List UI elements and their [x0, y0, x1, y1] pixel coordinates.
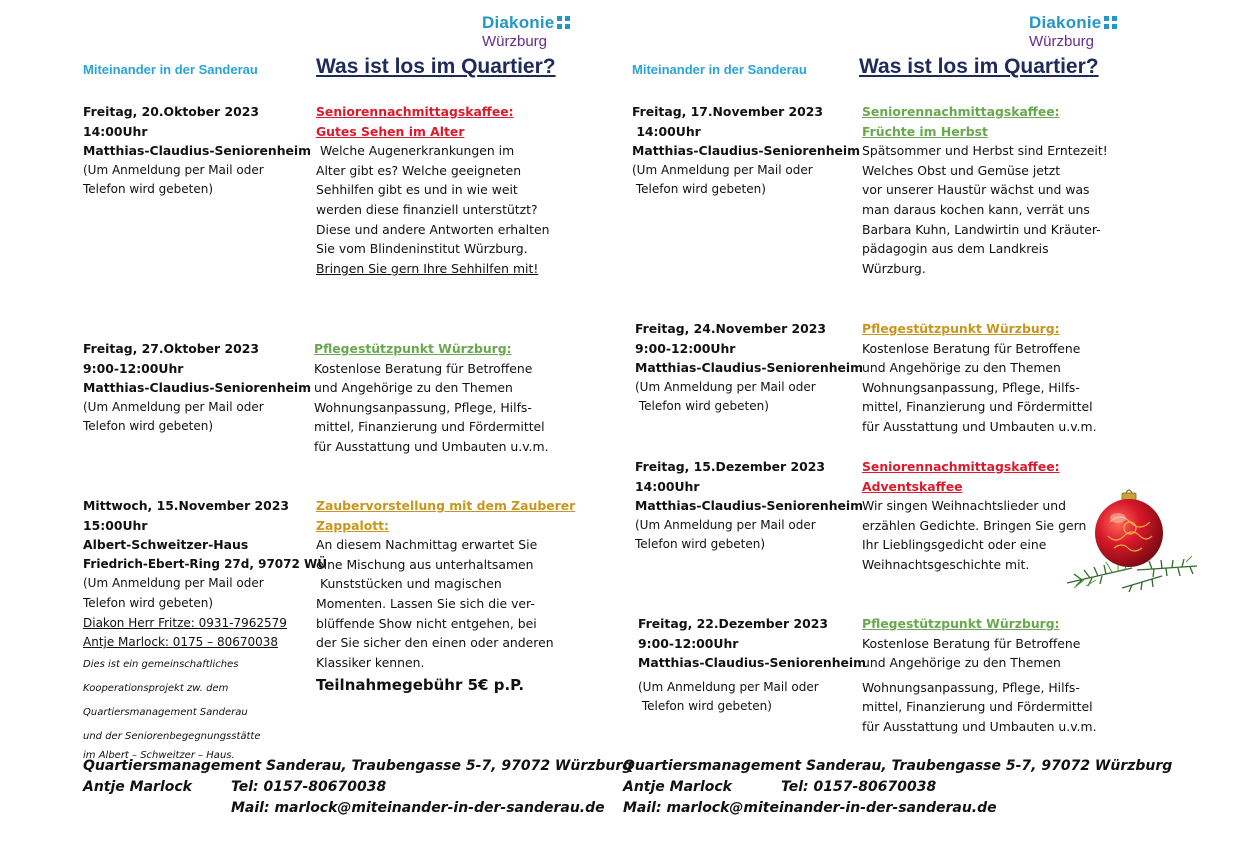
- tagline: Miteinander in der Sanderau: [83, 62, 258, 77]
- event-place: Matthias-Claudius-Seniorenheim: [635, 498, 864, 514]
- event-description: [862, 319, 1132, 437]
- event-time: 9:00-12:00Uhr: [83, 360, 184, 376]
- footer-tel: Tel: 0157-80670038: [781, 779, 937, 795]
- event-title: Pflegestützpunkt Würzburg:: [314, 341, 512, 356]
- event-date: Freitag, 20.Oktober 2023: [83, 104, 259, 119]
- diakonie-cross-icon: [1104, 16, 1117, 29]
- event-desc-line: Welches Obst und Gemüse jetzt: [862, 162, 1061, 178]
- diakonie-logo: [1029, 13, 1117, 50]
- event-time: 14:00Uhr: [632, 123, 701, 139]
- footer-right: [623, 756, 1172, 819]
- event-desc-line: Diese und andere Antworten erhalten: [316, 221, 550, 237]
- footer-address: Quartiersmanagement Sanderau, Traubengasse 5-7, 97072 Würzburg: [83, 758, 633, 774]
- event-desc-line: Wohnungsanpassung, Pflege, Hilfs-: [314, 399, 532, 415]
- event-desc-line: Würzburg.: [862, 260, 926, 276]
- event-desc-line: Kunststücken und magischen: [316, 576, 502, 592]
- event-date-block: [638, 614, 866, 717]
- event-desc-line: blüffende Show nicht entgehen, bei: [316, 615, 537, 631]
- event-date-block: [635, 457, 863, 555]
- event-title: Früchte im Herbst: [862, 123, 988, 139]
- event-note: (Um Anmeldung per Mail oder: [83, 576, 264, 591]
- event-address: Friedrich-Ebert-Ring 27d, 97072 WÜ: [83, 556, 328, 571]
- event-desc-line: Kostenlose Beratung für Betroffene: [862, 340, 1081, 356]
- event-date: Freitag, 27.Oktober 2023: [83, 341, 259, 356]
- footer-left: [83, 756, 632, 819]
- christmas-bauble-icon: [1062, 488, 1202, 596]
- event-desc-line: der Sie sicher den einen oder anderen: [316, 635, 554, 651]
- event-desc-line: und Angehörige zu den Themen: [862, 655, 1061, 671]
- contact-line: Diakon Herr Fritze: 0931-7962579: [83, 615, 287, 630]
- logo-name: Diakonie: [1029, 13, 1102, 32]
- coop-note: im Albert – Schweitzer – Haus.: [83, 749, 235, 761]
- event-title: Gutes Sehen im Alter: [316, 123, 465, 139]
- event-place: Matthias-Claudius-Seniorenheim: [635, 360, 864, 376]
- event-title: Zappalott:: [316, 517, 390, 533]
- event-title: Seniorennachmittagskaffee:: [862, 104, 1060, 119]
- event-note: Telefon wird gebeten): [83, 419, 214, 434]
- event-desc-line: Sehhilfen gibt es und in wie weit: [316, 182, 518, 198]
- event-desc-line: für Ausstattung und Umbauten u.v.m.: [314, 438, 549, 454]
- event-desc-line: Kostenlose Beratung für Betroffene: [862, 635, 1081, 651]
- diakonie-logo: [482, 13, 570, 50]
- event-desc-line: vor unserer Haustür wächst und was: [862, 182, 1090, 198]
- event-place: Albert-Schweitzer-Haus: [83, 537, 249, 553]
- event-desc-line: mittel, Finanzierung und Fördermittel: [862, 699, 1093, 715]
- event-title: Pflegestützpunkt Würzburg:: [862, 321, 1060, 336]
- event-description: [862, 614, 1132, 737]
- footer-name: Antje Marlock: [83, 779, 192, 795]
- event-desc-line: Sie vom Blindeninstitut Würzburg.: [316, 241, 528, 257]
- diakonie-cross-icon: [557, 16, 570, 29]
- event-note: Telefon wird gebeten): [635, 537, 766, 552]
- event-desc-line: und Angehörige zu den Themen: [314, 380, 513, 396]
- event-time: 9:00-12:00Uhr: [635, 340, 736, 356]
- footer-address: Quartiersmanagement Sanderau, Traubengasse 5-7, 97072 Würzburg: [623, 758, 1173, 774]
- event-date-block: [635, 319, 863, 417]
- event-desc-line: eine Mischung aus unterhaltsamen: [316, 556, 534, 572]
- event-description: [862, 102, 1132, 278]
- event-note: (Um Anmeldung per Mail oder: [632, 162, 813, 177]
- event-place: Matthias-Claudius-Seniorenheim: [83, 143, 312, 159]
- logo-city: Würzburg: [482, 33, 548, 50]
- coop-note: Quartiersmanagement Sanderau: [83, 706, 248, 718]
- event-desc-line: man daraus kochen kann, verrät uns: [862, 201, 1090, 217]
- event-note: (Um Anmeldung per Mail oder: [83, 399, 264, 414]
- event-desc-line: für Ausstattung und Umbauten u.v.m.: [862, 418, 1097, 434]
- footer-name: Antje Marlock: [623, 779, 732, 795]
- event-desc-line: Spätsommer und Herbst sind Erntezeit!: [862, 143, 1108, 159]
- event-desc-line: mittel, Finanzierung und Fördermittel: [862, 399, 1093, 415]
- event-note: Telefon wird gebeten): [83, 595, 214, 610]
- event-desc-line: für Ausstattung und Umbauten u.v.m.: [862, 718, 1097, 734]
- event-date-block: [632, 102, 860, 200]
- event-time: 14:00Uhr: [83, 123, 148, 139]
- event-place: Matthias-Claudius-Seniorenheim: [638, 655, 867, 671]
- event-note: Telefon wird gebeten): [638, 699, 772, 714]
- event-place: Matthias-Claudius-Seniorenheim: [83, 380, 312, 396]
- event-desc-line: An diesem Nachmittag erwartet Sie: [316, 537, 538, 553]
- event-description: [316, 102, 596, 278]
- event-date-block: [83, 496, 327, 763]
- event-desc-line: Barbara Kuhn, Landwirtin und Kräuter-: [862, 221, 1101, 237]
- logo-name: Diakonie: [482, 13, 555, 32]
- footer-tel: Tel: 0157-80670038: [231, 779, 387, 795]
- event-desc-line: und Angehörige zu den Themen: [862, 360, 1061, 376]
- event-date-block: [83, 339, 311, 437]
- event-description: [316, 496, 596, 696]
- event-title: Zaubervorstellung mit dem Zauberer: [316, 498, 576, 513]
- event-date: Mittwoch, 15.November 2023: [83, 498, 289, 513]
- event-date: Freitag, 15.Dezember 2023: [635, 459, 825, 474]
- contact-line: Antje Marlock: 0175 – 80670038: [83, 635, 279, 650]
- event-time: 15:00Uhr: [83, 517, 148, 533]
- event-note: (Um Anmeldung per Mail oder: [635, 517, 816, 532]
- event-note: (Um Anmeldung per Mail oder: [635, 379, 816, 394]
- event-desc-line: Wir singen Weihnachtslieder und: [862, 498, 1066, 514]
- tagline: Miteinander in der Sanderau: [632, 62, 807, 77]
- event-desc-line: Ihr Lieblingsgedicht oder eine: [862, 537, 1047, 553]
- event-desc-emphasis: Bringen Sie gern Ihre Sehhilfen mit!: [316, 260, 539, 276]
- event-title: Pflegestützpunkt Würzburg:: [862, 616, 1060, 631]
- event-desc-line: werden diese finanziell unterstützt?: [316, 201, 538, 217]
- headline: Was ist los im Quartier?: [859, 55, 1099, 78]
- event-title: Adventskaffee: [862, 478, 963, 494]
- event-title: Seniorennachmittagskaffee:: [316, 104, 514, 119]
- event-desc-line: Wohnungsanpassung, Pflege, Hilfs-: [862, 679, 1080, 695]
- event-place: Matthias-Claudius-Seniorenheim: [632, 143, 861, 159]
- event-note: (Um Anmeldung per Mail oder: [638, 679, 819, 694]
- event-description: [314, 339, 594, 457]
- event-desc-line: erzählen Gedichte. Bringen Sie gern: [862, 517, 1087, 533]
- event-title: Seniorennachmittagskaffee:: [862, 459, 1060, 474]
- coop-note: Kooperationsprojekt zw. dem: [83, 682, 229, 694]
- event-note: (Um Anmeldung per Mail oder: [83, 162, 264, 177]
- event-desc-line: Weihnachtsgeschichte mit.: [862, 556, 1030, 572]
- event-time: 14:00Uhr: [635, 478, 700, 494]
- event-desc-line: Klassiker kennen.: [316, 654, 425, 670]
- event-desc-line: Momenten. Lassen Sie sich die ver-: [316, 595, 535, 611]
- event-desc-line: Welche Augenerkrankungen im: [316, 143, 515, 159]
- coop-note: Dies ist ein gemeinschaftliches: [83, 658, 239, 670]
- event-fee: Teilnahmegebühr 5€ p.P.: [316, 676, 525, 695]
- event-time: 9:00-12:00Uhr: [638, 635, 739, 651]
- event-note: Telefon wird gebeten): [632, 182, 766, 197]
- event-note: Telefon wird gebeten): [83, 182, 214, 197]
- footer-mail: Mail: marlock@miteinander-in-der-sanderau.de: [623, 800, 997, 816]
- event-note: Telefon wird gebeten): [635, 399, 769, 414]
- headline: Was ist los im Quartier?: [316, 55, 556, 78]
- coop-note: und der Seniorenbegegnungsstätte: [83, 730, 261, 742]
- event-date: Freitag, 24.November 2023: [635, 321, 827, 336]
- event-desc-line: pädagogin aus dem Landkreis: [862, 241, 1049, 257]
- event-date-block: [83, 102, 311, 200]
- event-date: Freitag, 17.November 2023: [632, 104, 824, 119]
- event-date: Freitag, 22.Dezember 2023: [638, 616, 828, 631]
- footer-mail: Mail: marlock@miteinander-in-der-sanderau.de: [231, 800, 605, 816]
- event-desc-line: Wohnungsanpassung, Pflege, Hilfs-: [862, 379, 1080, 395]
- logo-city: Würzburg: [1029, 33, 1095, 50]
- event-desc-line: Kostenlose Beratung für Betroffene: [314, 360, 533, 376]
- event-desc-line: Alter gibt es? Welche geeigneten: [316, 162, 522, 178]
- event-desc-line: mittel, Finanzierung und Fördermittel: [314, 419, 545, 435]
